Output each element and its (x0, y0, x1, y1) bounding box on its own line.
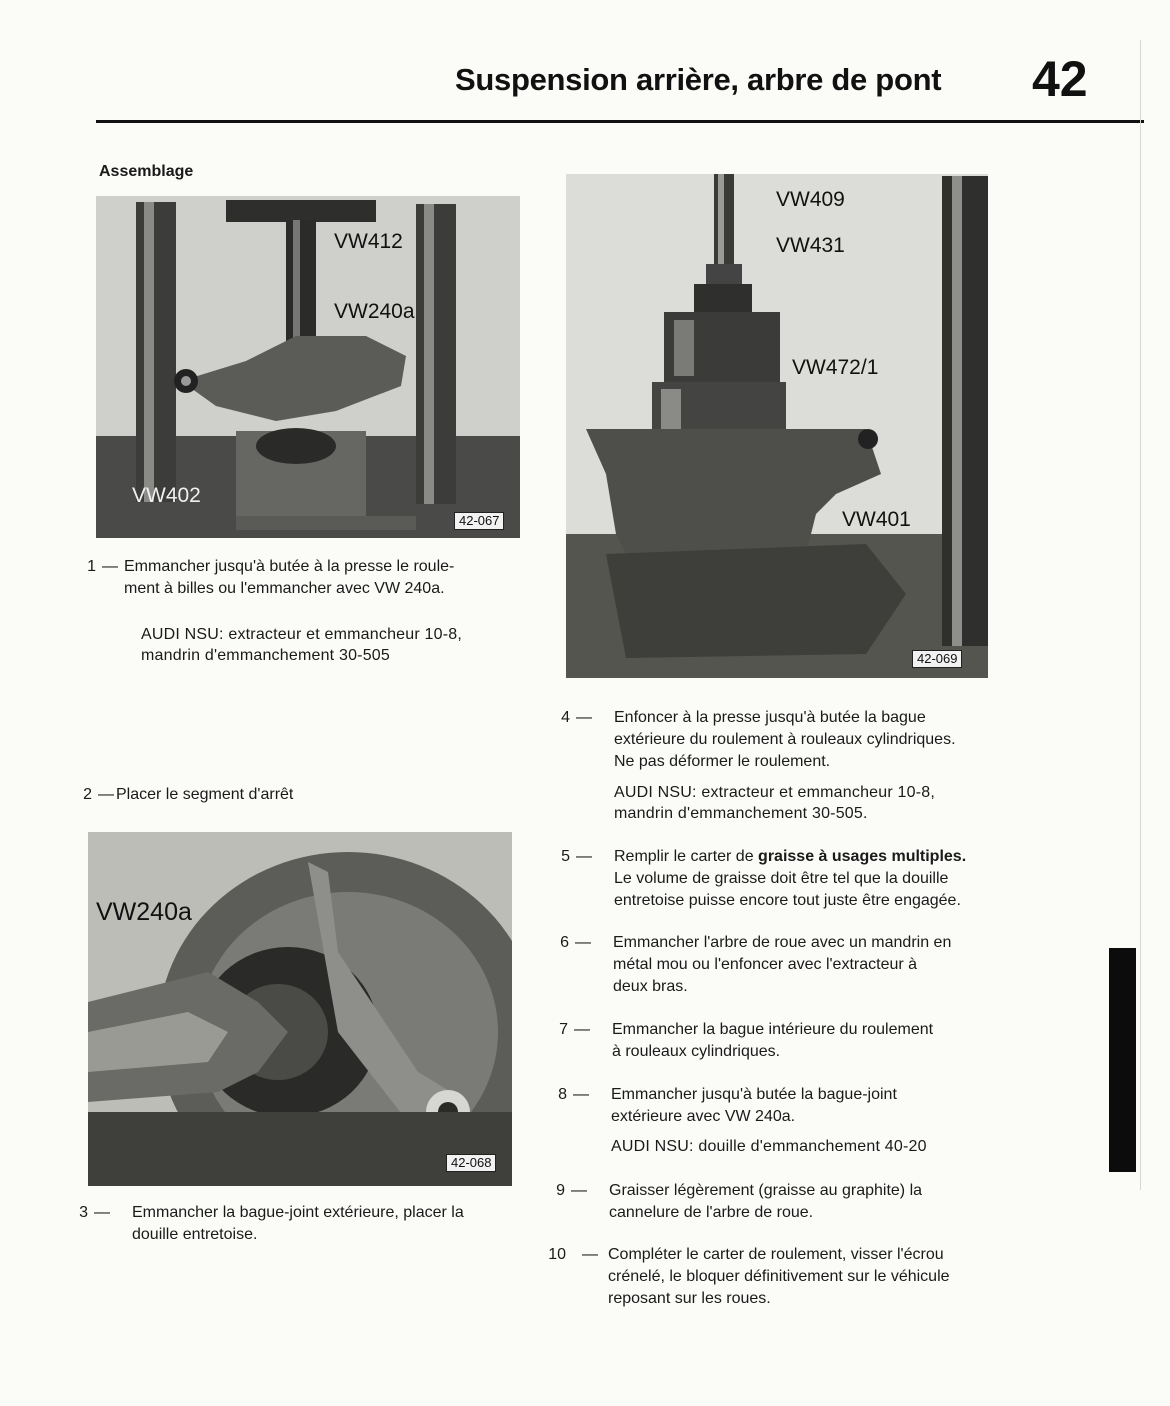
step-number: 4 (561, 709, 570, 726)
step-line: Placer le segment d'arrêt (116, 786, 294, 803)
step-number: 3 (79, 1204, 88, 1221)
figure-tag: 42-068 (446, 1154, 496, 1172)
note-line: mandrin d'emmanchement 30-505 (141, 647, 390, 664)
step-text (124, 556, 454, 600)
step-text (613, 932, 951, 998)
step-text (614, 846, 966, 912)
step-dash: — (582, 1246, 598, 1263)
step-line: cannelure de l'arbre de roue. (609, 1204, 814, 1221)
step-number: 5 (561, 848, 570, 865)
note-audi-nsu-4 (614, 782, 935, 824)
section-heading: Assemblage (99, 163, 194, 180)
step-dash: — (576, 848, 592, 865)
note-audi-nsu-1 (141, 624, 462, 666)
step-dash: — (574, 1021, 590, 1038)
step-line: crénelé, le bloquer définitivement sur le véhicule (608, 1268, 950, 1285)
step-number: 8 (558, 1086, 567, 1103)
step-line: extérieure du roulement à rouleaux cylindriques. (614, 731, 956, 748)
step-text-bold: graisse à usages multiples. (758, 848, 967, 865)
step-number: 7 (559, 1021, 568, 1038)
figure-42-069 (566, 174, 988, 678)
step-line: métal mou ou l'enfoncer avec l'extracteur à (613, 956, 918, 973)
step-line: Le volume de graisse doit être tel que la douille (614, 870, 949, 887)
step-number: 1 (87, 558, 96, 575)
step-text (132, 1202, 464, 1246)
note-audi-nsu-8 (611, 1136, 927, 1157)
note-line: AUDI NSU: extracteur et emmancheur 10-8, (141, 626, 463, 643)
step-line: Enfoncer à la presse jusqu'à butée la bague (614, 709, 926, 726)
step-line: à rouleaux cylindriques. (612, 1043, 781, 1060)
step-text (611, 1084, 897, 1128)
callout-vw401: VW401 (842, 508, 911, 531)
step-line: entretoise puisse encore tout juste être engagée. (614, 892, 961, 909)
figure-42-068 (88, 832, 512, 1186)
chapter-thumb-tab (1109, 948, 1136, 1172)
step-line: Emmancher la bague-joint extérieure, placer la (132, 1204, 464, 1221)
step-line: Emmancher jusqu'à butée la bague-joint (611, 1086, 897, 1103)
step-dash: — (576, 709, 592, 726)
figure-42-067 (96, 196, 520, 538)
callout-vw431: VW431 (776, 234, 845, 257)
step-text (609, 1180, 922, 1224)
step-text (608, 1244, 950, 1310)
step-line: Emmancher la bague intérieure du roulement (612, 1021, 934, 1038)
note-line: AUDI NSU: extracteur et emmancheur 10-8, (614, 784, 936, 801)
note-line: AUDI NSU: douille d'emmanchement 40-20 (611, 1138, 927, 1155)
note-line: mandrin d'emmanchement 30-505. (614, 805, 868, 822)
step-line: Graisser légèrement (graisse au graphite) la (609, 1182, 923, 1199)
step-dash: — (94, 1204, 110, 1221)
step-number: 10 (548, 1246, 566, 1263)
figure-42-068-illustration (88, 832, 512, 1186)
step-line: reposant sur les roues. (608, 1290, 771, 1307)
page-edge-line (1140, 40, 1141, 1190)
step-dash: — (102, 558, 118, 575)
step-line: extérieure avec VW 240a. (611, 1108, 796, 1125)
callout-vw409: VW409 (776, 188, 845, 211)
step-line: Emmancher jusqu'à butée à la presse le roule- (124, 558, 455, 575)
step-number: 9 (556, 1182, 565, 1199)
step-number: 2 (83, 786, 92, 803)
callout-vw472-1: VW472/1 (792, 356, 879, 379)
step-line: Emmancher l'arbre de roue avec un mandrin en (613, 934, 952, 951)
step-text (116, 784, 293, 806)
step-line: Ne pas déformer le roulement. (614, 753, 831, 770)
step-line: douille entretoise. (132, 1226, 258, 1243)
chapter-number: 42 (1032, 51, 1088, 107)
figure-tag: 42-069 (912, 650, 962, 668)
step-line (614, 846, 966, 868)
step-dash: — (575, 934, 591, 951)
header-rule (96, 120, 1144, 123)
callout-vw402: VW402 (132, 484, 201, 507)
step-line: deux bras. (613, 978, 688, 995)
callout-vw240a: VW240a (96, 898, 192, 926)
step-line: Compléter le carter de roulement, visser l'écrou (608, 1246, 944, 1263)
step-text-plain: Remplir le carter de (614, 848, 759, 865)
step-dash: — (571, 1182, 587, 1199)
step-line: ment à billes ou l'emmancher avec VW 240a. (124, 580, 445, 597)
step-text (614, 707, 956, 773)
figure-tag: 42-067 (454, 512, 504, 530)
page-title: Suspension arrière, arbre de pont (455, 62, 942, 97)
step-dash: — (573, 1086, 589, 1103)
step-text (612, 1019, 933, 1063)
step-number: 6 (560, 934, 569, 951)
step-dash: — (98, 786, 114, 803)
callout-vw240a: VW240a (334, 300, 415, 323)
callout-vw412: VW412 (334, 230, 403, 253)
